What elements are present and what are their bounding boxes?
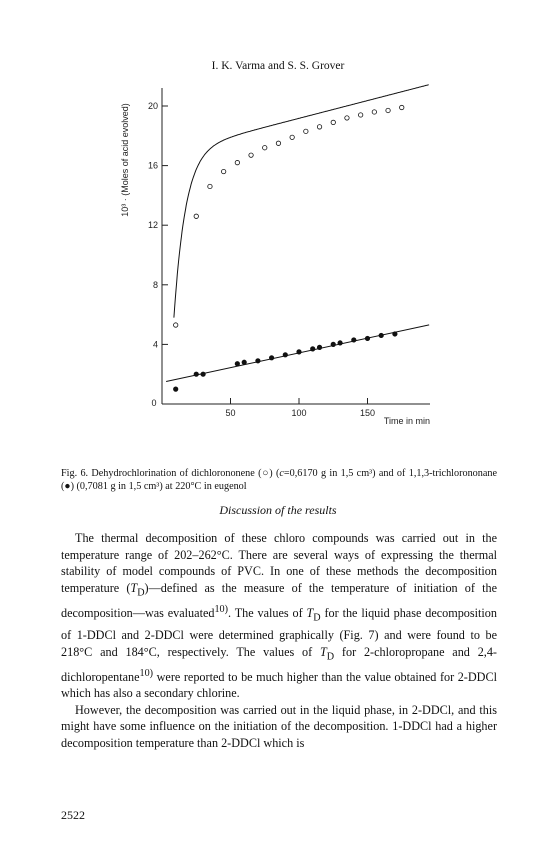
data-point-filled <box>297 350 301 354</box>
y-axis-label: 10³ · (Moles of acid evolved) <box>120 103 130 217</box>
y-tick-label: 4 <box>152 339 158 350</box>
data-point-filled <box>393 332 397 336</box>
y-tick-label: 20 <box>147 101 158 111</box>
data-point-filled <box>283 353 287 357</box>
figure-caption: Fig. 6. Dehydrochlorination of dichlorononene (○) (c=0,6170 g in 1,5 cm³) and of 1,1,3-trichlorononane (●) (0,7081 g in 1,5 cm³) at 220°C in eugenol <box>61 468 497 492</box>
data-point-open <box>317 125 321 129</box>
data-point-filled <box>379 333 383 337</box>
data-point-filled <box>194 372 198 376</box>
x-axis-label: Time in min <box>383 416 430 426</box>
body-text <box>61 530 497 752</box>
data-point-open <box>290 135 294 139</box>
data-point-filled <box>317 345 321 349</box>
data-point-open <box>221 169 225 173</box>
open-circle-marker: ○ <box>261 468 270 479</box>
data-point-filled <box>235 362 239 366</box>
data-point-filled <box>174 387 178 391</box>
paragraph-2: However, the decomposition was carried out in the liquid phase, in 2-DDCl, and this might have some influence on the initiation of the decomposition. 1-DDCl had a higher decomposition temperature than 2-DDCl which is <box>61 702 497 750</box>
data-point-filled <box>352 338 356 342</box>
y-tick-label: 12 <box>147 220 158 231</box>
data-point-open <box>249 153 253 157</box>
paragraph-1: The thermal decomposition of these chloro compounds was carried out in the temperature range of 202–262°C. There are several ways of expressing the thermal stability of model compounds of PVC. In one of these methods the decomposition temperature $(T_D)—defined$ as the measure of the temperature of initiation of the decomposition—was evaluated$^{10)}$. The values of $T_D$ for the liquid phase decomposition of 1-DDCl and 2-DDCl were determined graphically (Fig. 7) and were found to be 218°C and 184°C, respectively. The values of $T_D$ for 2-chloropropane and 2,4-dichloropentane$^{10)}$ were reported to be much higher than the value obtained for 2-DDCl which has also a secondary chlorine. <box>61 531 497 701</box>
data-point-open <box>263 146 267 150</box>
data-point-filled <box>242 360 246 364</box>
section-heading: Discussion of the results <box>219 503 337 517</box>
data-point-filled <box>338 341 342 345</box>
series-open-fit-curve <box>174 85 429 318</box>
data-point-filled <box>365 336 369 340</box>
data-point-filled <box>256 359 260 363</box>
page-number: 2522 <box>61 808 85 822</box>
data-point-filled <box>201 372 205 376</box>
data-point-open <box>331 120 335 124</box>
data-point-open <box>194 214 198 218</box>
y-tick-label: 8 <box>152 279 158 290</box>
data-point-filled <box>331 342 335 346</box>
data-point-open <box>235 160 239 164</box>
data-point-filled <box>269 356 273 360</box>
running-header: I. K. Varma and S. S. Grover <box>211 60 345 72</box>
x-tick-label: 50 <box>225 408 236 418</box>
y-tick-label: 16 <box>147 160 158 171</box>
data-point-open <box>372 110 376 114</box>
data-point-open <box>276 141 280 145</box>
data-point-open <box>174 323 178 327</box>
x-tick-label: 150 <box>359 408 376 418</box>
data-point-open <box>386 108 390 112</box>
data-point-open <box>208 184 212 188</box>
data-point-open <box>345 116 349 120</box>
filled-circle-marker: ● <box>64 481 71 492</box>
x-tick-label: 0 <box>151 398 157 408</box>
data-point-filled <box>311 347 315 351</box>
data-point-open <box>358 113 362 117</box>
data-point-open <box>304 129 308 133</box>
x-tick-label: 100 <box>291 408 307 418</box>
data-point-open <box>400 105 404 109</box>
